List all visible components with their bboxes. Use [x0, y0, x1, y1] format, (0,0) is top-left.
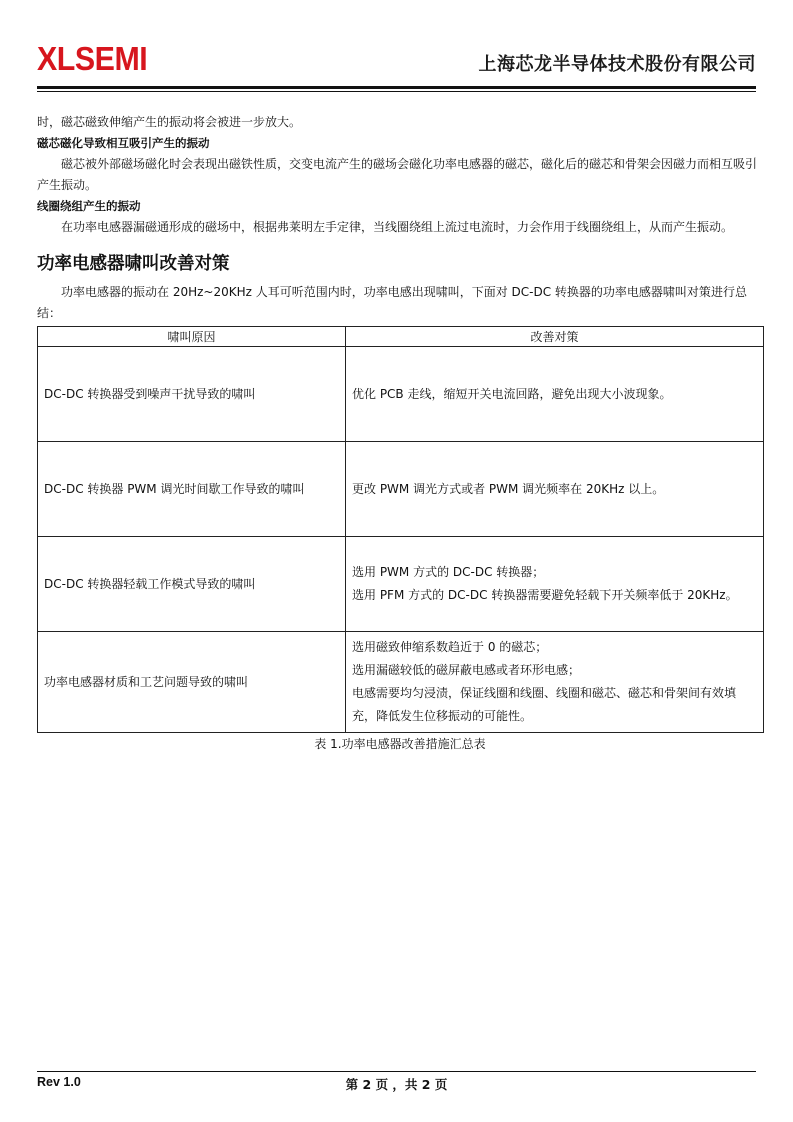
fix-cell	[346, 347, 764, 442]
table-row	[38, 442, 764, 537]
continuation-paragraph: 时，磁芯磁致伸缩产生的振动将会被进一步放大。	[37, 115, 302, 129]
column-header-fix: 改善对策	[346, 327, 764, 347]
table-header-row	[38, 327, 764, 347]
fix-cell	[346, 442, 764, 537]
fix-cell	[346, 632, 764, 733]
cause-cell: DC-DC 转换器轻载工作模式导致的啸叫	[38, 537, 346, 632]
subheading-magnetization: 磁芯磁化导致相互吸引产生的振动	[37, 136, 210, 150]
fix-line: 选用 PFM 方式的 DC-DC 转换器需要避免轻载下开关频率低于 20KHz。	[352, 588, 738, 602]
company-logo: XLSEMI	[37, 40, 148, 77]
cause-cell: DC-DC 转换器 PWM 调光时间歇工作导致的啸叫	[38, 442, 346, 537]
fix-line: 选用漏磁较低的磁屏蔽电感或者环形电感；	[352, 663, 581, 677]
company-name: 上海芯龙半导体技术股份有限公司	[478, 54, 756, 75]
page-number: 第 2 页 ，共 2 页	[345, 1077, 448, 1092]
fix-line: 选用磁致伸缩系数趋近于 0 的磁芯；	[352, 640, 548, 654]
subheading-coil-winding: 线圈绕组产生的振动	[37, 199, 141, 213]
section-paragraph: 功率电感器的振动在 20Hz~20KHz 人耳可听范围内时，功率电感出现啸叫，下面对 DC-DC 转换器的功率电感器啸叫对策进行总结：	[37, 285, 747, 320]
fix-line: 电感需要均匀浸渍，保证线圈和线圈、线圈和磁芯、磁芯和骨架间有效填充，降低发生位移振动的可能性。	[352, 686, 737, 723]
page-header	[37, 0, 756, 95]
section-title: 功率电感器啸叫改善对策	[37, 254, 230, 274]
cause-cell: 功率电感器材质和工艺问题导致的啸叫	[38, 632, 346, 733]
paragraph-coil-winding: 在功率电感器漏磁通形成的磁场中，根据弗莱明左手定律，当线圈绕组上流过电流时，力会作用于线圈绕组上，从而产生振动。	[61, 220, 734, 234]
revision-label: Rev 1.0	[37, 1075, 81, 1089]
column-header-cause: 啸叫原因	[38, 327, 346, 347]
cause-cell: DC-DC 转换器受到噪声干扰导致的啸叫	[38, 347, 346, 442]
table-row	[38, 347, 764, 442]
table-caption: 表 1.功率电感器改善措施汇总表	[314, 737, 486, 751]
fix-line: 选用 PWM 方式的 DC-DC 转换器；	[352, 565, 545, 579]
fix-line: 优化 PCB 走线，缩短开关电流回路，避免出现大小波现象。	[352, 386, 672, 401]
fix-line: 更改 PWM 调光方式或者 PWM 调光频率在 20KHz 以上。	[352, 481, 665, 496]
page-content	[37, 112, 762, 753]
footer-rule	[37, 1071, 756, 1072]
table-row	[38, 537, 764, 632]
paragraph-magnetization: 磁芯被外部磁场磁化时会表现出磁铁性质，交变电流产生的磁场会磁化功率电感器的磁芯，磁化后的磁芯和骨架会因磁力而相互吸引产生振动。	[37, 157, 758, 192]
header-rule-thin	[37, 91, 756, 92]
fix-cell	[346, 537, 764, 632]
countermeasure-table	[37, 326, 764, 733]
header-rule-thick	[37, 86, 756, 89]
table-row	[38, 632, 764, 733]
